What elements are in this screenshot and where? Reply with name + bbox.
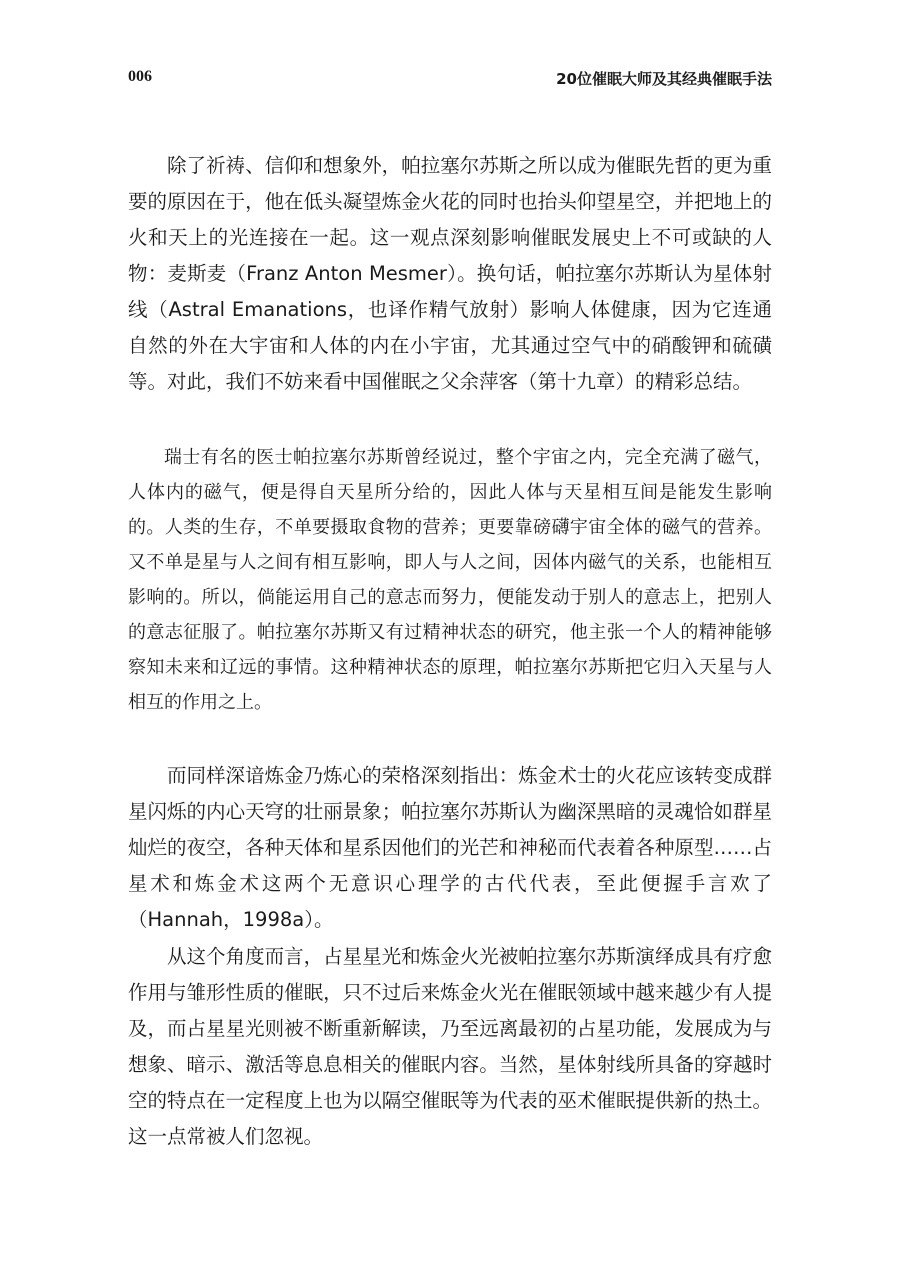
page-body: [128, 148, 772, 1155]
paragraph-astrology-hypnosis: 从这个角度而言，占星星光和炼金火光被帕拉塞尔苏斯演绎成具有疗愈作用与雏形性质的催眠，只不过后来炼金火光在催眠领域中越来越少有人提及，而占星星光则被不断重新解读，乃至远离最初的占星功能，发展成为与想象、暗示、激活等息息相关的催眠内容。当然，星体射线所具备的穿越时空的特点在一定程度上也为以隔空催眠等为代表的巫术催眠提供新的热土。这一点常被人们忽视。: [128, 945, 772, 1148]
paragraph-paracelsus-astral: 除了祈祷、信仰和想象外，帕拉塞尔苏斯之所以成为催眠先哲的更为重要的原因在于，他在低头凝望炼金火花的同时也抬头仰望星空，并把地上的火和天上的光连接在一起。这一观点深刻影响催眠发展史上不可或缺的人物：麦斯麦（Franz Anton Mesmer）。换句话，帕拉塞尔苏斯认为星体射线（Astral Emanations，也译作精气放射）影响人体健康，因为它连通自然的外在大宇宙和人体的内在小宇宙，尤其通过空气中的硝酸钾和硫磺等。对此，我们不妨来看中国催眠之父余萍客（第十九章）的精彩总结。: [128, 154, 772, 393]
spacer: [128, 400, 772, 440]
running-head: [128, 68, 772, 92]
paragraph-jung-alchemy: 而同样深谙炼金乃炼心的荣格深刻指出：炼金术士的火花应该转变成群星闪烁的内心天穹的壮丽景象；帕拉塞尔苏斯认为幽深黑暗的灵魂恰如群星灿烂的夜空，各种天体和星系因他们的光芒和神秘而代表着各种原型……占星术和炼金术这两个无意识心理学的古代代表，至此便握手言欢了（Hannah，1998a）。: [128, 764, 772, 931]
page-number: 006: [128, 68, 152, 85]
block-quote-yu-pingke: 瑞士有名的医士帕拉塞尔苏斯曾经说过，整个宇宙之内，完全充满了磁气，人体内的磁气，便是得自天星所分给的，因此人体与天星相互间是能发生影响的。人类的生存，不单要摄取食物的营养；更要靠磅礴宇宙全体的磁气的营养。又不单是星与人之间有相互影响，即人与人之间，因体内磁气的关系，也能相互影响的。所以，倘能运用自己的意志而努力，便能发动于别人的意志上，把别人的意志征服了。帕拉塞尔苏斯又有过精神状态的研究，他主张一个人的精神能够察知未来和辽远的事情。这种精神状态的原理，帕拉塞尔苏斯把它归入天星与人相互的作用之上。: [128, 447, 772, 713]
header-rule: [128, 96, 772, 97]
spacer: [128, 720, 772, 758]
book-title: 20位催眠大师及其经典催眠手法: [556, 70, 772, 88]
